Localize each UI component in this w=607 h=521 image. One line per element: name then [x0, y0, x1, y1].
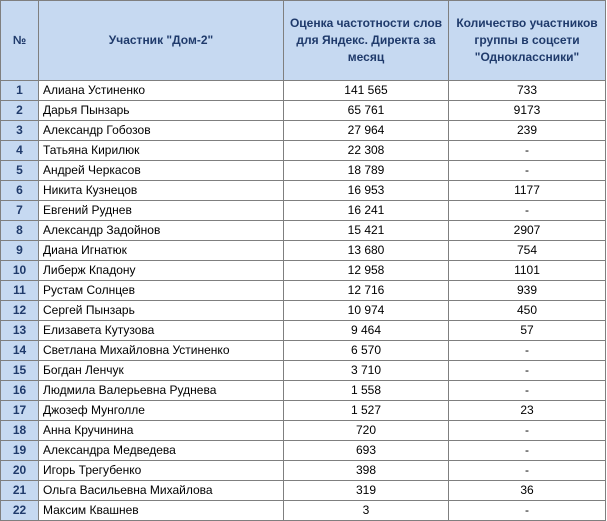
table-row [1, 421, 606, 441]
frequency-value: 27 964 [284, 121, 449, 141]
frequency-value: 720 [284, 421, 449, 441]
participant-name: Джозеф Мунголле [39, 401, 284, 421]
ok-members-value: - [449, 501, 606, 521]
frequency-value: 12 958 [284, 261, 449, 281]
frequency-value: 1 558 [284, 381, 449, 401]
participant-name: Александр Задойнов [39, 221, 284, 241]
row-number: 19 [1, 441, 39, 461]
header-participant: Участник "Дом-2" [39, 1, 284, 81]
table-row [1, 181, 606, 201]
ok-members-value: 36 [449, 481, 606, 501]
table-row [1, 341, 606, 361]
ok-members-value: - [449, 461, 606, 481]
frequency-value: 3 [284, 501, 449, 521]
frequency-value: 9 464 [284, 321, 449, 341]
frequency-value: 22 308 [284, 141, 449, 161]
row-number: 20 [1, 461, 39, 481]
participant-name: Александр Гобозов [39, 121, 284, 141]
table-row [1, 161, 606, 181]
table-row [1, 501, 606, 521]
participant-name: Елизавета Кутузова [39, 321, 284, 341]
header-num: № [1, 1, 39, 81]
participant-name: Евгений Руднев [39, 201, 284, 221]
row-number: 6 [1, 181, 39, 201]
participant-name: Алиана Устиненко [39, 81, 284, 101]
header-frequency: Оценка частотности слов для Яндекс. Директа за месяц [284, 1, 449, 81]
participant-name: Никита Кузнецов [39, 181, 284, 201]
table-row [1, 461, 606, 481]
table-row [1, 201, 606, 221]
table-row [1, 441, 606, 461]
table-row [1, 401, 606, 421]
participant-name: Андрей Черкасов [39, 161, 284, 181]
ok-members-value: 23 [449, 401, 606, 421]
frequency-value: 15 421 [284, 221, 449, 241]
frequency-value: 13 680 [284, 241, 449, 261]
table-body [1, 81, 606, 521]
table-row [1, 121, 606, 141]
participant-name: Игорь Трегубенко [39, 461, 284, 481]
ok-members-value: 733 [449, 81, 606, 101]
frequency-value: 141 565 [284, 81, 449, 101]
ok-members-value: - [449, 201, 606, 221]
ok-members-value: - [449, 161, 606, 181]
frequency-value: 18 789 [284, 161, 449, 181]
frequency-value: 16 953 [284, 181, 449, 201]
ok-members-value: 1101 [449, 261, 606, 281]
frequency-value: 398 [284, 461, 449, 481]
participant-name: Диана Игнатюк [39, 241, 284, 261]
frequency-value: 10 974 [284, 301, 449, 321]
row-number: 16 [1, 381, 39, 401]
frequency-value: 6 570 [284, 341, 449, 361]
ok-members-value: - [449, 341, 606, 361]
frequency-value: 65 761 [284, 101, 449, 121]
table-row [1, 141, 606, 161]
row-number: 10 [1, 261, 39, 281]
frequency-value: 1 527 [284, 401, 449, 421]
participant-name: Максим Квашнев [39, 501, 284, 521]
row-number: 1 [1, 81, 39, 101]
row-number: 21 [1, 481, 39, 501]
table-row [1, 81, 606, 101]
table-row [1, 301, 606, 321]
row-number: 11 [1, 281, 39, 301]
participant-name: Светлана Михайловна Устиненко [39, 341, 284, 361]
participant-name: Анна Кручинина [39, 421, 284, 441]
row-number: 3 [1, 121, 39, 141]
row-number: 5 [1, 161, 39, 181]
frequency-value: 693 [284, 441, 449, 461]
ok-members-value: - [449, 441, 606, 461]
table-row [1, 101, 606, 121]
ok-members-value: 939 [449, 281, 606, 301]
row-number: 12 [1, 301, 39, 321]
row-number: 14 [1, 341, 39, 361]
table-row [1, 481, 606, 501]
row-number: 8 [1, 221, 39, 241]
frequency-value: 3 710 [284, 361, 449, 381]
ok-members-value: 1177 [449, 181, 606, 201]
ok-members-value: 239 [449, 121, 606, 141]
ok-members-value: 754 [449, 241, 606, 261]
row-number: 7 [1, 201, 39, 221]
row-number: 15 [1, 361, 39, 381]
frequency-value: 12 716 [284, 281, 449, 301]
row-number: 17 [1, 401, 39, 421]
row-number: 22 [1, 501, 39, 521]
participant-name: Рустам Солнцев [39, 281, 284, 301]
participant-name: Богдан Ленчук [39, 361, 284, 381]
frequency-value: 16 241 [284, 201, 449, 221]
frequency-value: 319 [284, 481, 449, 501]
header-row [1, 1, 606, 81]
participant-name: Либерж Кпадону [39, 261, 284, 281]
participant-name: Александра Медведева [39, 441, 284, 461]
table-row [1, 261, 606, 281]
participant-name: Сергей Пынзарь [39, 301, 284, 321]
ok-members-value: 9173 [449, 101, 606, 121]
ok-members-value: 2907 [449, 221, 606, 241]
header-ok-members: Количество участников группы в соцсети "Одноклассники" [449, 1, 606, 81]
table-header [1, 1, 606, 81]
ok-members-value: - [449, 381, 606, 401]
table-row [1, 381, 606, 401]
row-number: 13 [1, 321, 39, 341]
table-row [1, 241, 606, 261]
ok-members-value: 57 [449, 321, 606, 341]
table-row [1, 321, 606, 341]
participant-name: Людмила Валерьевна Руднева [39, 381, 284, 401]
participant-name: Ольга Васильевна Михайлова [39, 481, 284, 501]
table-row [1, 361, 606, 381]
row-number: 2 [1, 101, 39, 121]
row-number: 4 [1, 141, 39, 161]
ok-members-value: 450 [449, 301, 606, 321]
participant-name: Дарья Пынзарь [39, 101, 284, 121]
row-number: 18 [1, 421, 39, 441]
row-number: 9 [1, 241, 39, 261]
ok-members-value: - [449, 141, 606, 161]
ok-members-value: - [449, 421, 606, 441]
participant-name: Татьяна Кирилюк [39, 141, 284, 161]
ok-members-value: - [449, 361, 606, 381]
table-row [1, 221, 606, 241]
table-row [1, 281, 606, 301]
